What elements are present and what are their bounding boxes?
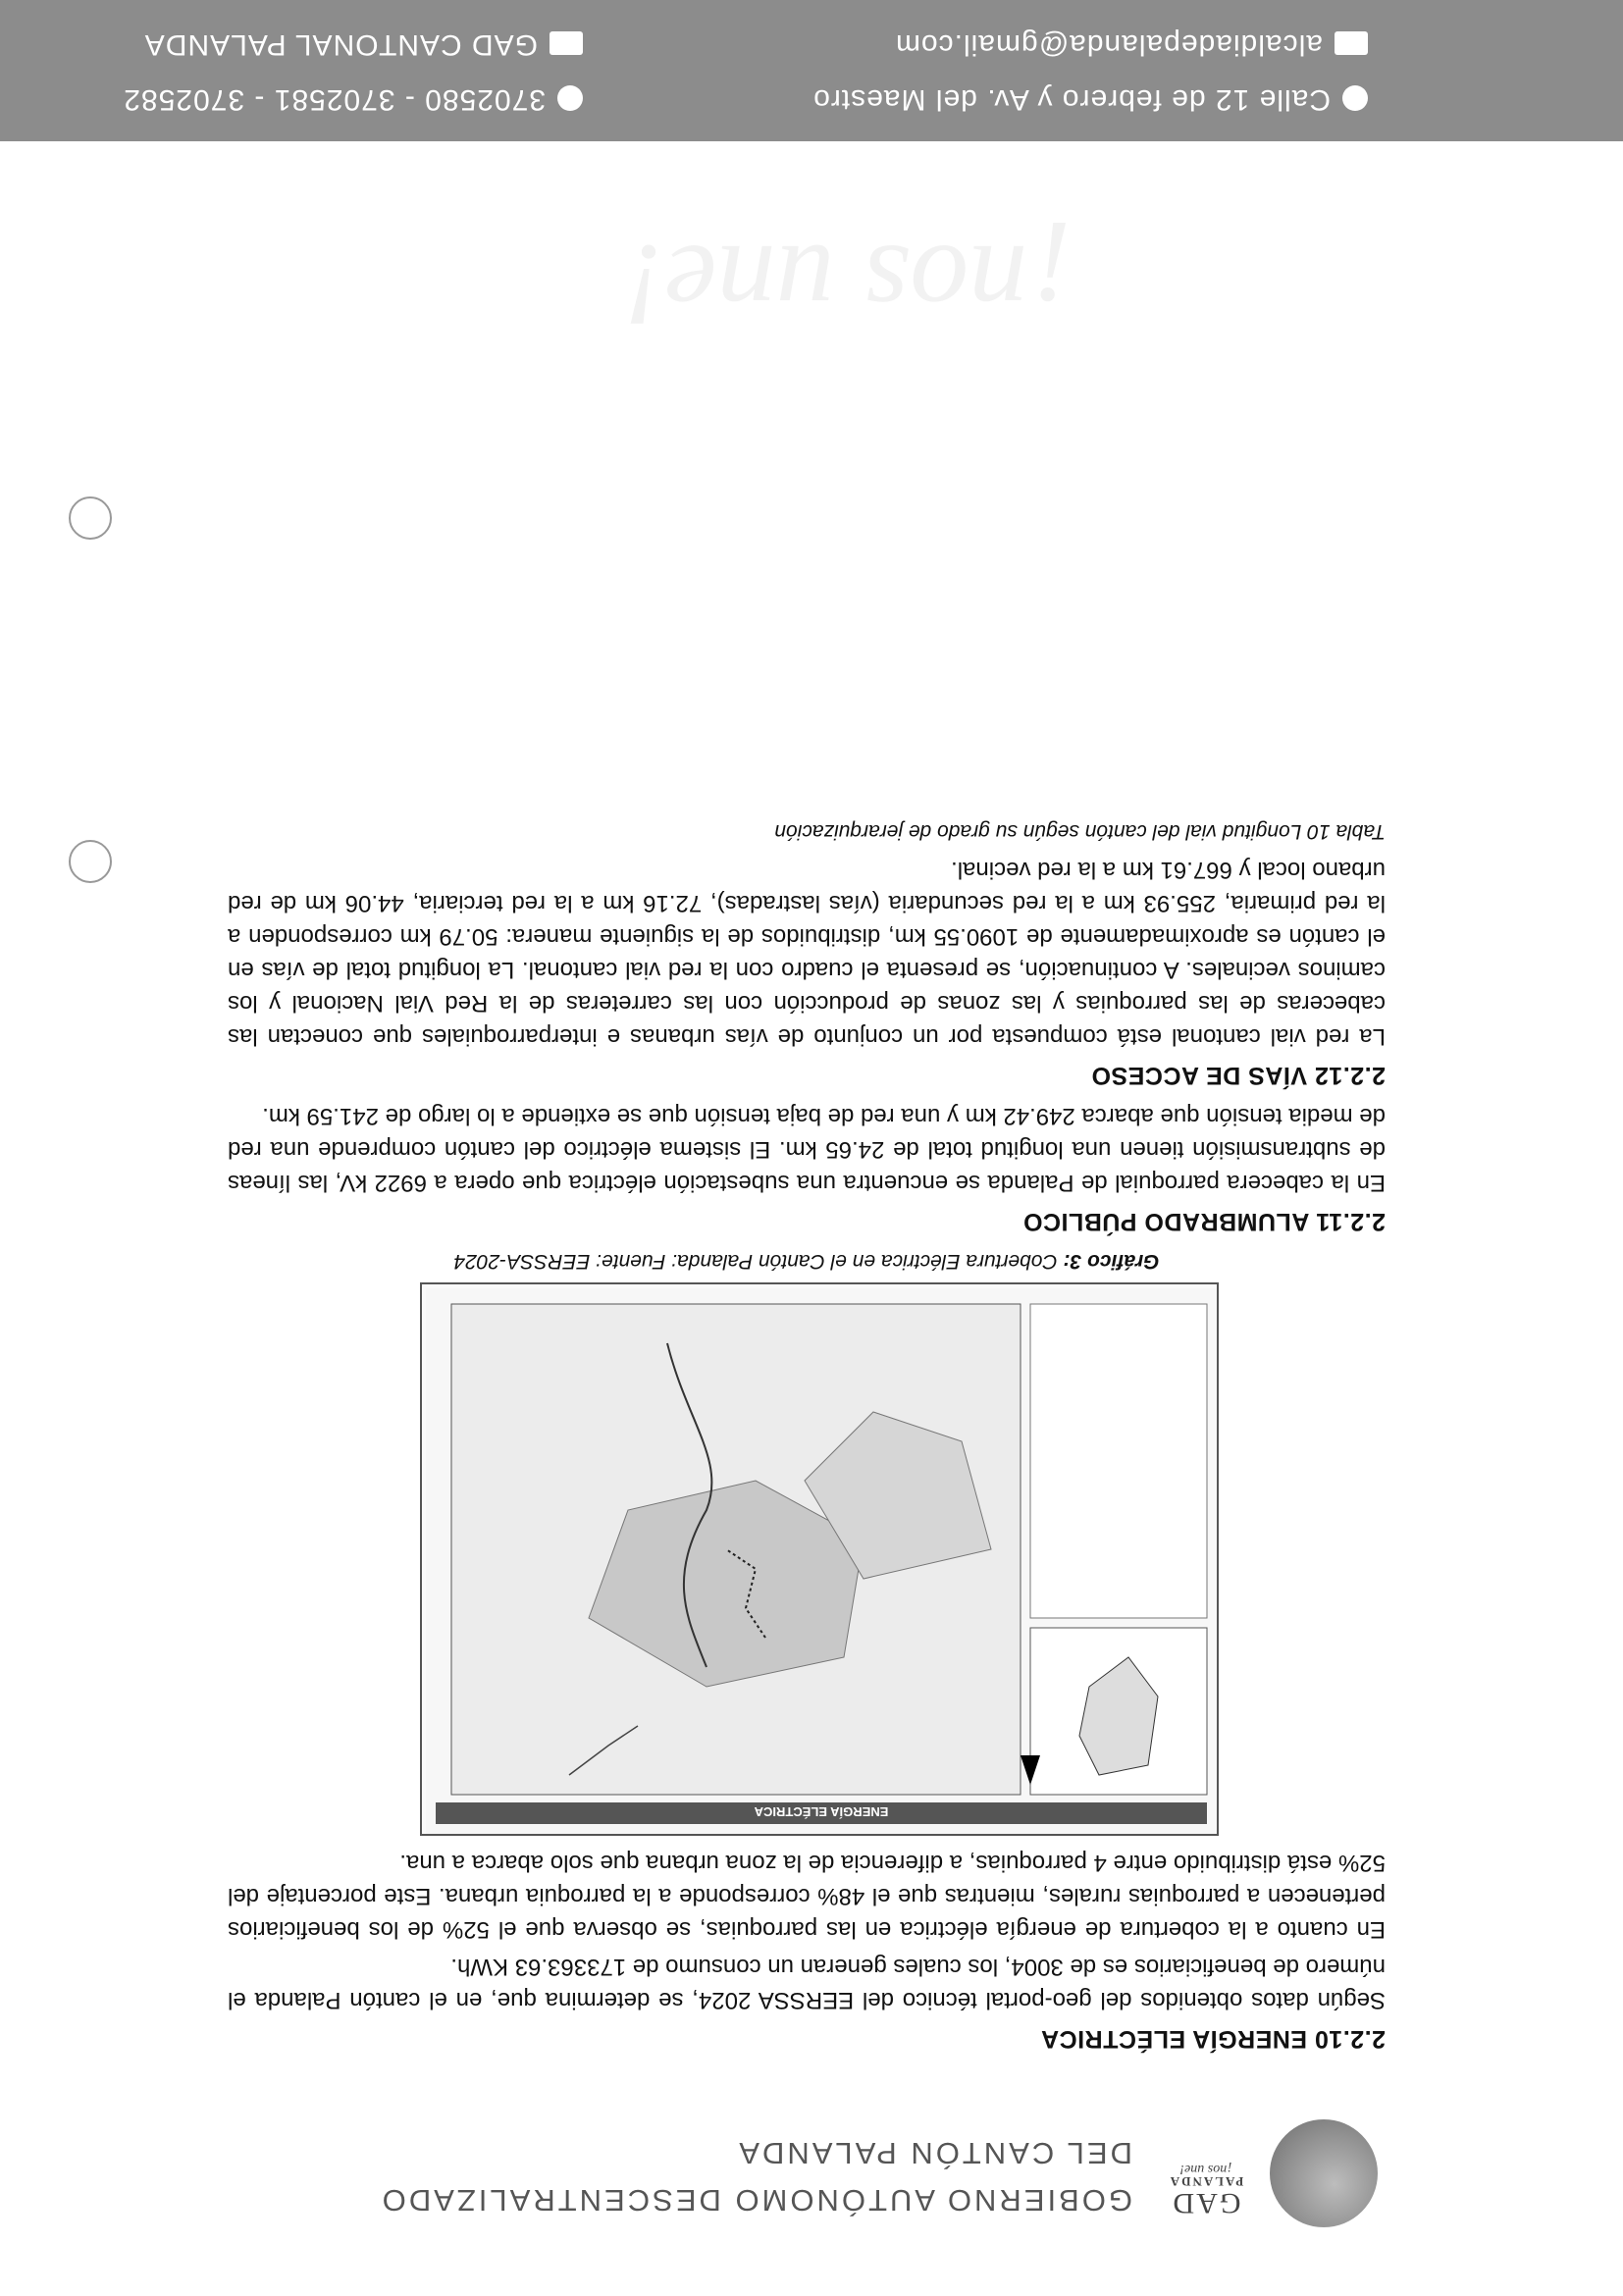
caption-label: Gráfico 3: bbox=[1063, 1250, 1160, 1273]
footer-bar bbox=[0, 0, 1623, 141]
heading-vias-de-acceso: 2.2.12 VÍAS DE ACCESO bbox=[1091, 1062, 1386, 1089]
mail-icon bbox=[1335, 31, 1368, 55]
phone-icon bbox=[557, 85, 583, 111]
main-content bbox=[228, 819, 1386, 2053]
electric-coverage-map bbox=[426, 1288, 1217, 1834]
heading-alumbrado-publico: 2.2.11 ALUMBRADO PÚBLICO bbox=[1022, 1208, 1386, 1235]
letterhead bbox=[220, 2070, 1378, 2227]
map-title: ENERGÍA ELÉCTRICA bbox=[754, 1804, 889, 1819]
paragraph: La red vial cantonal está compuesta por un conjunto de vías urbanas e interparroquiales que conectan las cabeceras de las parroquias y las zonas de producción con las carreteras de la Red Vial Nacional y los caminos vecinales. A continuación, se presenta el cuadro con la red vial cantonal. La longitud total de vías en el cantón es aproximadamente de 1090.55 km, distribuidos de la siguiente manera: 50.79 km corresponden a la red primaria, 255.93 km a la red secundaria (vías lastradas), 72.16 km a la red terciaria, 44.06 km de red urbano local y 667.61 km a la red vecinal. bbox=[228, 857, 1386, 1050]
gad-logo-icon bbox=[1270, 2119, 1378, 2227]
punch-hole-icon bbox=[69, 840, 112, 883]
figure-caption bbox=[228, 1249, 1386, 1273]
punch-hole-icon bbox=[69, 496, 112, 540]
map-image bbox=[420, 1282, 1219, 1836]
header-title-line2: DEL CANTÓN PALANDA bbox=[736, 2136, 1132, 2170]
footer-phones-text: 3702580 - 3702581 - 3702582 bbox=[123, 83, 546, 116]
footer-phones bbox=[123, 82, 583, 116]
footer-address-text: Calle 12 de febrero y Av. del Maestro bbox=[812, 83, 1331, 116]
paragraph: En la cabecera parroquial de Palanda se encuentra una subestación eléctrica que opera a 6922 kV, las líneas de subtransmisión tienen una longitud total de 24.65 km. El sistema eléctrico del cantón comprende una red de media tensión que abarca 249.42 km y una red de baja tensión que se extiende a lo largo de 241.59 km. bbox=[228, 1103, 1386, 1196]
logo-slogan: ¡nos une! bbox=[1179, 2162, 1232, 2176]
logo-palanda: PALANDA bbox=[1168, 2174, 1244, 2189]
footer-email bbox=[895, 27, 1368, 61]
location-pin-icon bbox=[1342, 85, 1368, 111]
heading-energia-electrica: 2.2.10 ENERGÍA ELÉCTRICA bbox=[1040, 2025, 1386, 2053]
header-title-line1: GOBIERNO AUTÓNOMO DESCENTRALIZADO bbox=[379, 2183, 1132, 2218]
footer-social bbox=[144, 27, 583, 61]
footer-address bbox=[812, 82, 1368, 116]
facebook-icon bbox=[550, 31, 583, 55]
watermark: ¡nos une! bbox=[625, 221, 1073, 351]
footer-social-text: GAD CANTONAL PALANDA bbox=[143, 28, 538, 61]
table-caption: Tabla 10 Longitud vial del cantón según su grado de jerarquización bbox=[774, 820, 1386, 843]
paragraph: Según datos obtenidos del geo-portal técnico del EERSSA 2024, se determina que, en el cantón Palanda el número de beneficiarios es de 3004, los cuales generan un consumo de 173363.63 KWh. bbox=[228, 1954, 1386, 2013]
logo-gad: GAD bbox=[1171, 2187, 1241, 2219]
paragraph: En cuanto a la cobertura de energía eléctrica en las parroquias, se observa que el 52% de los beneficiarios pertenecen a parroquias rurales, mientras que el 48% corresponde a la parroquia urbana. Este porcentaje del 52% está distribuido entre 4 parroquias, a diferencia de la zona urbana que solo abarca a una. bbox=[228, 1850, 1386, 1943]
footer-email-text: alcaldiadepalanda@gmail.com bbox=[894, 28, 1323, 61]
logo-text bbox=[1152, 2162, 1260, 2218]
caption-text: Cobertura Eléctrica en el Cantón Palanda: Fuente: EERSSA-2024 bbox=[453, 1250, 1064, 1273]
figure-map bbox=[228, 1249, 1386, 1836]
